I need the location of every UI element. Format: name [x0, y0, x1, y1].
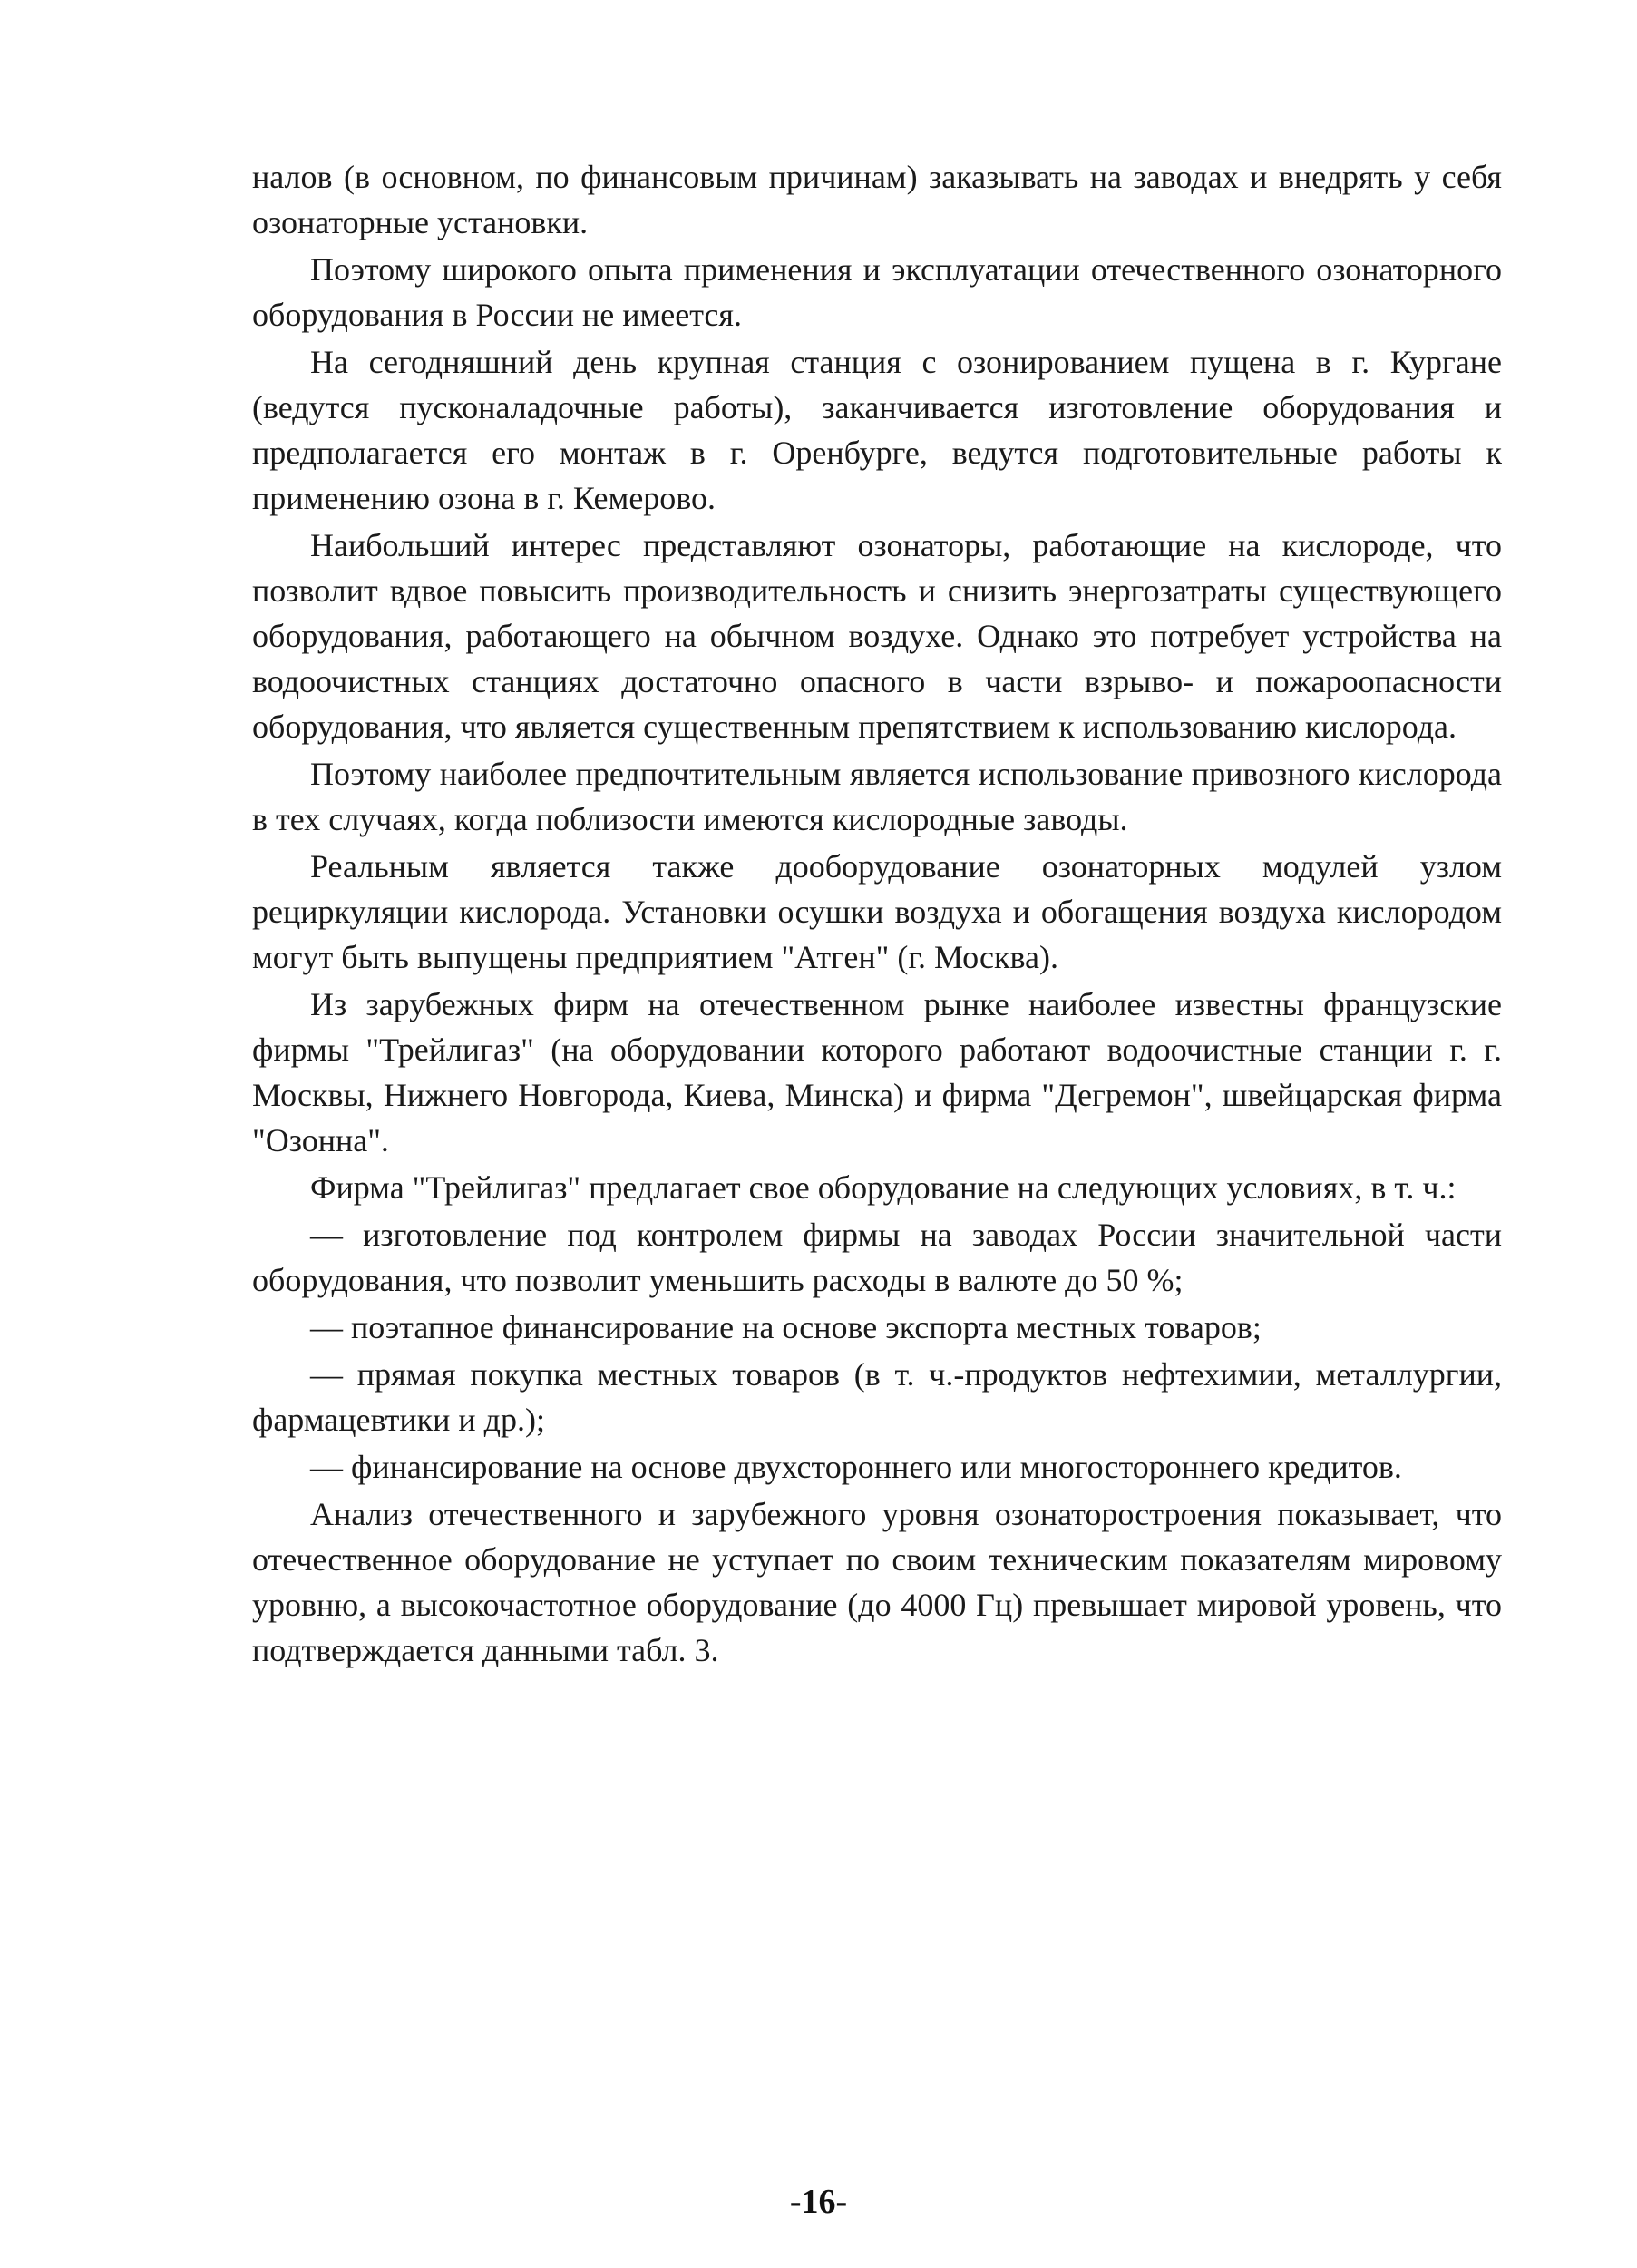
paragraph: Из зарубежных фирм на отечественном рынке наиболее известны французские фирмы "Трейлигаз" (на оборудовании которого работают водоочистные станции г. г. Москвы, Нижнего Новгорода, Киева, Минска) и фирма "Дегремон", швейцарская фирма "Озонна". [252, 986, 1502, 1158]
list-item: — прямая покупка местных товаров (в т. ч.-продуктов нефтехимии, металлургии, фармацевтики и др.); [252, 1356, 1502, 1438]
paragraph: Наибольший интерес представляют озонаторы, работающие на кислороде, что позволит вдвое повысить производительность и снизить энергозатраты существующего оборудования, работающего на обычном воздухе. Однако это потребует устройства на водоочистных станциях достаточно опасного в части взрыво- и пожароопасности оборудования, что является существенным препятствием к использованию кислорода. [252, 527, 1502, 745]
body-text [252, 154, 1502, 1675]
paragraph: На сегодняшний день крупная станция с озонированием пущена в г. Кургане (ведутся пусконаладочные работы), заканчивается изготовление оборудования и предполагается его монтаж в г. Оренбурге, ведутся подготовительные работы к применению озона в г. Кемерово. [252, 344, 1502, 516]
paragraph: Реальным является также дооборудование озонаторных модулей узлом рециркуляции кислорода. Установки осушки воздуха и обогащения воздуха кислородом могут быть выпущены предприятием "Атген" (г. Москва). [252, 848, 1502, 975]
list-item: — поэтапное финансирование на основе экспорта местных товаров; [310, 1309, 1262, 1345]
paragraph: Поэтому широкого опыта применения и эксплуатации отечественного озонаторного оборудования в России не имеется. [252, 251, 1502, 333]
paragraph: Поэтому наиболее предпочтительным является использование привозного кислорода в тех случаях, когда поблизости имеются кислородные заводы. [252, 756, 1502, 837]
list-item: — финансирование на основе двухстороннего или многостороннего кредитов. [310, 1449, 1402, 1485]
list-item: — изготовление под контролем фирмы на заводах России значительной части оборудования, что позволит уменьшить расходы в валюте до 50 %; [252, 1217, 1502, 1298]
paragraph: налов (в основном, по финансовым причинам) заказывать на заводах и внедрять у себя озонаторные установки. [252, 159, 1502, 240]
paragraph: Фирма "Трейлигаз" предлагает свое оборудование на следующих условиях, в т. ч.: [310, 1169, 1457, 1206]
paragraph: Анализ отечественного и зарубежного уровня озонаторостроения показывает, что отечественное оборудование не уступает по своим техническим показателям мировому уровню, а высокочастотное оборудование (до 4000 Гц) превышает мировой уровень, что подтверждается данными табл. 3. [252, 1496, 1502, 1668]
page-number: -16- [789, 2183, 848, 2221]
